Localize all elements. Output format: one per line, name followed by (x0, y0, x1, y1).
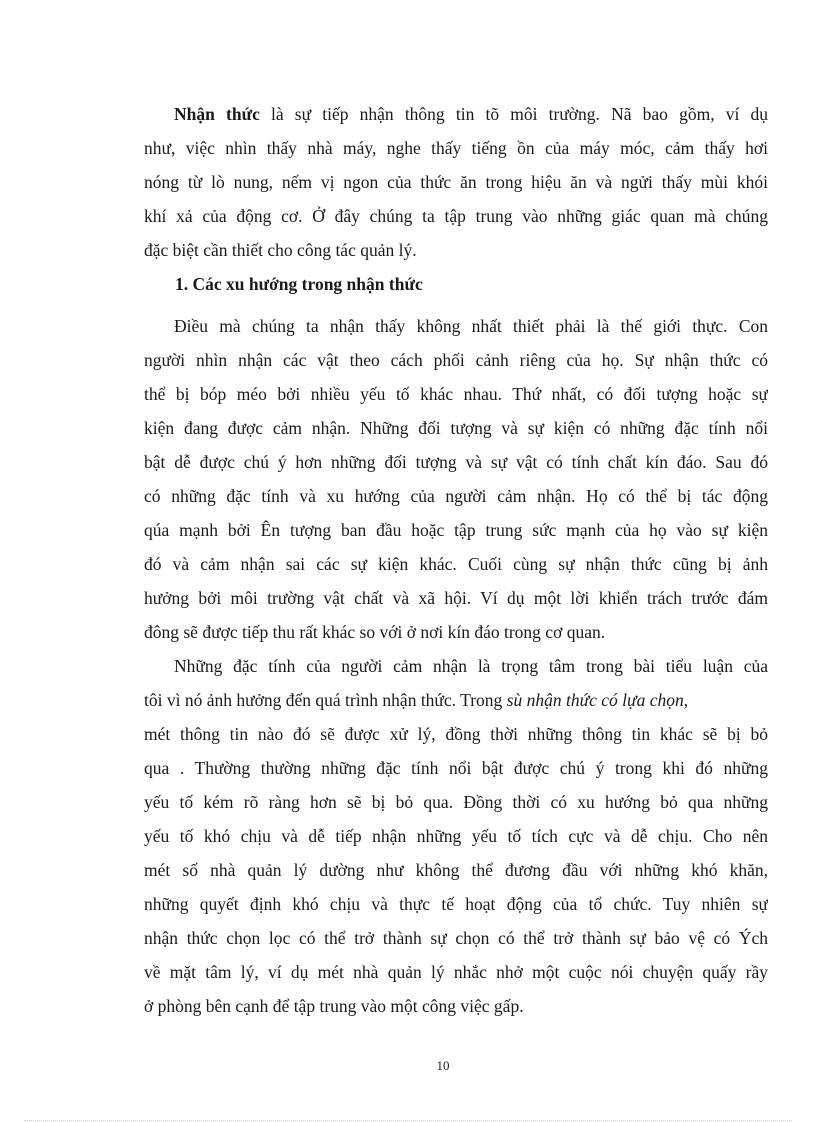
italic-term: sù nhận thức có lựa chọn (506, 690, 684, 710)
paragraph-2-line: đó và cảm nhận sai các sự kiện khác. Cuối cùng sự nhận thức cũng bị ảnh (144, 554, 768, 574)
paragraph-1-line: nóng từ lò nung, nếm vị ngon của thức ăn trong hiệu ăn và ngửi thấy mùi khói (144, 172, 768, 192)
paragraph-1-line: đặc biệt cần thiết cho công tác quản lý. (144, 240, 417, 260)
paragraph-1-line: khí xả của động cơ. Ở đây chúng ta tập trung vào những giác quan mà chúng (144, 206, 768, 226)
paragraph-3-line: ở phòng bên cạnh để tập trung vào một công việc gấp. (144, 996, 524, 1016)
paragraph-2-line: người nhìn nhận các vật theo cách phối cảnh riêng của họ. Sự nhận thức có (144, 350, 768, 370)
paragraph-3-line: yếu tố khó chịu và dễ tiếp nhận những yếu tố tích cực và dễ chịu. Cho nên (144, 826, 768, 846)
paragraph-3-line: những quyết định khó chịu và thực tế hoạt động của tổ chức. Tuy nhiên sự (144, 894, 768, 914)
paragraph-3-line: mét thông tin nào đó sẽ được xử lý, đồng thời những thông tin khác sẽ bị bỏ (144, 724, 768, 744)
paragraph-2-line: thể bị bóp méo bởi nhiều yếu tố khác nhau. Thứ nhất, có đối tượng hoặc sự (144, 384, 768, 404)
paragraph-2-line: bật dễ được chú ý hơn những đối tượng và sự vật có tính chất kín đáo. Sau đó (144, 452, 768, 472)
paragraph-2-line: hưởng bởi môi trường vật chất và xã hội. Ví dụ một lời khiển trách trước đám (144, 588, 768, 608)
paragraph-2-line: kiện đang được cảm nhận. Những đối tượng và sự kiện có những đặc tính nổi (144, 418, 768, 438)
paragraph-1-line-1: Nhận thức là sự tiếp nhận thông tin tõ môi trường. Nã bao gồm, ví dụ (174, 104, 768, 124)
paragraph-2-line: có những đặc tính và xu hướng của người cảm nhận. Họ có thể bị tác động (144, 486, 768, 506)
paragraph-3-line: mét số nhà quản lý dường như không thể đương đầu với những khó khăn, (144, 860, 768, 880)
page-number: 10 (436, 1058, 450, 1073)
footer-divider (24, 1120, 792, 1121)
paragraph-2-line: đông sẽ được tiếp thu rất khác so với ở nơi kín đáo trong cơ quan. (144, 622, 606, 642)
paragraph-2-line: qúa mạnh bởi Ên tượng ban đầu hoặc tập trung sức mạnh của họ vào sự kiện (144, 520, 768, 540)
paragraph-3-line: yếu tố kém rõ ràng hơn sẽ bị bỏ qua. Đồng thời có xu hướng bỏ qua những (144, 792, 768, 812)
term-perception: Nhận thức (174, 104, 260, 124)
paragraph-2-line: Điều mà chúng ta nhận thấy không nhất thiết phải là thế giới thực. Con (174, 316, 768, 336)
paragraph-3-line: Những đặc tính của người cảm nhận là trọng tâm trong bài tiểu luận của (174, 656, 768, 676)
paragraph-3-line: về mặt tâm lý, ví dụ mét nhà quản lý nhắc nhở một cuộc nói chuyện quấy rầy (144, 962, 768, 982)
paragraph-1-line: như, việc nhìn thấy nhà máy, nghe thấy tiếng ồn của máy móc, cảm thấy hơi (144, 138, 768, 158)
paragraph-3-line: qua . Thường thường những đặc tính nổi bật được chú ý trong khi đó những (144, 758, 768, 778)
paragraph-3-line-2: tôi vì nó ảnh hưởng đến quá trình nhận thức. Trong sù nhận thức có lựa chọn, (144, 690, 689, 710)
section-heading: 1. Các xu hướng trong nhận thức (175, 274, 423, 294)
paragraph-3-line: nhận thức chọn lọc có thể trở thành sự chọn có thể trở thành sự bảo vệ có Ých (144, 928, 768, 948)
